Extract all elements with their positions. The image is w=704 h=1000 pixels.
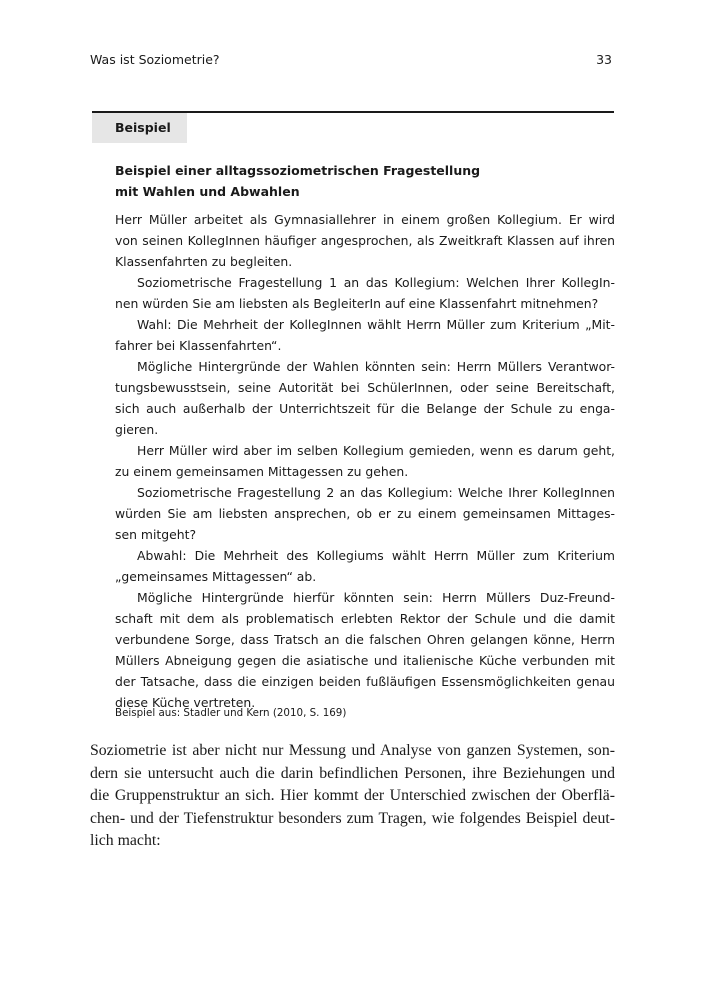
example-body-line: sen mitgeht? [115,527,197,542]
example-body-line: Herr Müller wird aber im selben Kollegium gemieden, wenn es darum geht, [137,443,615,458]
example-body-line: Müllers Abneigung gegen die asiatische und italienische Küche verbunden mit [115,653,615,668]
example-source: Beispiel aus: Stadler und Kern (2010, S. 169) [115,707,347,719]
example-body-line: „gemeinsames Mittagessen“ ab. [115,569,317,584]
example-heading [115,160,615,202]
page-number: 33 [596,52,612,67]
example-body-line: Herr Müller arbeitet als Gymnasiallehrer in einem großen Kollegium. Er wird [115,212,615,227]
example-body-line: tungsbewusstsein, seine Autorität bei SchülerInnen, oder seine Bereitschaft, [115,380,615,395]
main-paragraph-line: Soziometrie ist aber nicht nur Messung und Analyse von ganzen Systemen, son- [90,742,615,759]
example-body-line: Mögliche Hintergründe der Wahlen könnten sein: Herrn Müllers Verantwor- [137,359,615,374]
example-body-line: würden Sie am liebsten ansprechen, ob er zu einem gemeinsamen Mittages- [115,506,615,521]
example-body-line: zu einem gemeinsamen Mittagessen zu gehen. [115,464,409,479]
example-body-line: von seinen KollegInnen häufiger angesprochen, als Zweitkraft Klassen auf ihren [115,233,615,248]
example-heading-line: mit Wahlen und Abwahlen [115,184,300,199]
example-body [115,209,615,713]
running-head-title: Was ist Soziometrie? [90,52,220,67]
example-body-line: der Tatsache, dass die einzigen beiden fußläufigen Essensmöglichkeiten genau [115,674,615,689]
example-body-line: Abwahl: Die Mehrheit des Kollegiums wählt Herrn Müller zum Kriterium [137,548,615,563]
example-body-line: Soziometrische Fragestellung 1 an das Kollegium: Welchen Ihrer KollegIn- [137,275,615,290]
example-body-line: nen würden Sie am liebsten als BegleiterIn auf eine Klassenfahrt mitnehmen? [115,296,599,311]
example-body-line: gieren. [115,422,159,437]
example-body-line: verbundene Sorge, dass Tratsch an die falschen Ohren gelangen könne, Herrn [115,632,615,647]
example-tag: Beispiel [92,113,187,143]
example-body-line: schaft mit dem als problematisch erlebten Rektor der Schule und die damit [115,611,615,626]
example-body-line: Wahl: Die Mehrheit der KollegInnen wählt Herrn Müller zum Kriterium „Mit- [137,317,615,332]
main-paragraph [90,740,615,853]
main-paragraph-line: chen- und der Tiefenstruktur besonders zum Tragen, wie folgendes Beispiel deut- [90,809,615,827]
main-paragraph-line: die Gruppenstruktur an sich. Hier kommt der Unterschied zwischen der Oberflä- [90,787,615,804]
example-body-line: Klassenfahrten zu begleiten. [115,254,293,269]
example-body-line: diese Küche vertreten. [115,695,256,710]
example-body-line: sich auch außerhalb der Unterrichtszeit für die Belange der Schule zu enga- [115,401,615,416]
example-body-line: Mögliche Hintergründe hierfür könnten sein: Herrn Müllers Duz-Freund- [137,590,615,605]
example-heading-line: Beispiel einer alltagssoziometrischen Fragestellung [115,163,481,178]
main-paragraph-line: dern sie untersucht auch die darin befindlichen Personen, ihre Beziehungen und [90,764,615,782]
example-body-line: fahrer bei Klassenfahrten“. [115,338,282,353]
main-paragraph-line: lich macht: [90,832,161,849]
example-body-line: Soziometrische Fragestellung 2 an das Kollegium: Welche Ihrer KollegInnen [137,485,615,500]
